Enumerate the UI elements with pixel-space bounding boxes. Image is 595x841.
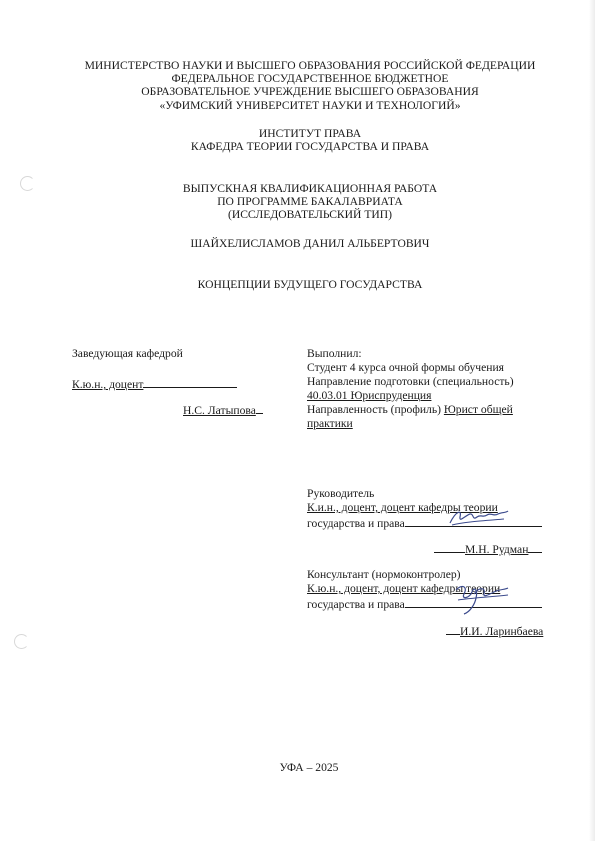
consultant-position-1-text: К.ю.н., доцент, доцент кафедры теории <box>307 582 501 595</box>
city-year <box>0 761 595 774</box>
performer-direction-label: Направление подготовки (специальность) <box>307 375 514 388</box>
work-type-line-2: ПО ПРОГРАММЕ БАКАЛАВРИАТА <box>217 195 403 209</box>
consultant-signature <box>450 580 512 616</box>
punch-hole-mark <box>20 176 35 191</box>
consultant-name: И.И. Ларинбаева <box>460 625 544 638</box>
university-line: «УФИМСКИЙ УНИВЕРСИТЕТ НАУКИ И ТЕХНОЛОГИЙ» <box>159 98 461 112</box>
performer-direction-value <box>307 389 431 402</box>
head-of-dept-degree-line <box>72 376 237 391</box>
name-underline <box>256 402 263 414</box>
ministry-line: МИНИСТЕРСТВО НАУКИ И ВЫСШЕГО ОБРАЗОВАНИЯ РОССИЙСКОЙ ФЕДЕРАЦИИ <box>84 59 536 72</box>
author-name <box>0 237 595 250</box>
name-prefix-line <box>446 623 460 635</box>
institute-block <box>0 127 595 153</box>
department-name: КАФЕДРА ТЕОРИИ ГОСУДАРСТВА И ПРАВА <box>190 140 430 154</box>
name-suffix-line <box>528 541 542 553</box>
profile-label: Направленность (профиль) <box>307 403 441 416</box>
signature-line <box>143 376 237 388</box>
performer-student: Студент 4 курса очной формы обучения <box>307 361 505 374</box>
consultant-label: Консультант (нормоконтролер) <box>307 568 461 581</box>
thesis-title <box>0 278 595 291</box>
performer-label: Выполнил: <box>307 347 362 360</box>
scan-edge-shadow <box>589 0 595 841</box>
supervisor-signature <box>446 505 510 531</box>
institution-line: ОБРАЗОВАТЕЛЬНОЕ УЧРЕЖДЕНИЕ ВЫСШЕГО ОБРАЗОВАНИЯ <box>141 85 479 99</box>
head-of-dept-label: Заведующая кафедрой <box>72 347 183 360</box>
profile-value-1: Юрист общей <box>443 403 513 416</box>
supervisor-position-1-text: К.и.н., доцент, доцент кафедры теории <box>307 501 498 514</box>
performer-profile-line-2 <box>307 417 353 430</box>
supervisor-label: Руководитель <box>307 487 375 500</box>
author-name-text: ШАЙХЕЛИСЛАМОВ ДАНИЛ АЛЬБЕРТОВИЧ <box>190 237 430 250</box>
punch-hole-mark <box>14 634 29 649</box>
head-of-dept-name: Н.С. Латыпова <box>183 404 256 417</box>
performer-profile-line <box>307 403 513 416</box>
direction-value-text: 40.03.01 Юриспруденция <box>307 389 432 402</box>
head-of-dept-degree: К.ю.н., доцент <box>72 378 144 391</box>
federal-line: ФЕДЕРАЛЬНОЕ ГОСУДАРСТВЕННОЕ БЮДЖЕТНОЕ <box>171 72 449 86</box>
work-type-line-1: ВЫПУСКНАЯ КВАЛИФИКАЦИОННАЯ РАБОТА <box>182 182 438 195</box>
header-block <box>0 59 595 112</box>
supervisor-name: М.Н. Рудман <box>465 543 529 556</box>
supervisor-position-2-text: государства и права <box>307 517 405 530</box>
institute-name: ИНСТИТУТ ПРАВА <box>258 127 362 140</box>
supervisor-name-line <box>434 541 542 556</box>
work-type-block <box>0 182 595 222</box>
city-year-text: УФА – 2025 <box>279 761 339 774</box>
consultant-name-line <box>446 623 543 638</box>
thesis-title-text: КОНЦЕПЦИИ БУДУЩЕГО ГОСУДАРСТВА <box>197 278 423 291</box>
head-of-dept-name-line <box>183 402 263 417</box>
work-type-line-3: (ИССЛЕДОВАТЕЛЬСКИЙ ТИП) <box>227 208 393 222</box>
name-prefix-line <box>434 541 465 553</box>
consultant-position-2-text: государства и права <box>307 598 405 611</box>
profile-value-2: практики <box>307 417 353 430</box>
